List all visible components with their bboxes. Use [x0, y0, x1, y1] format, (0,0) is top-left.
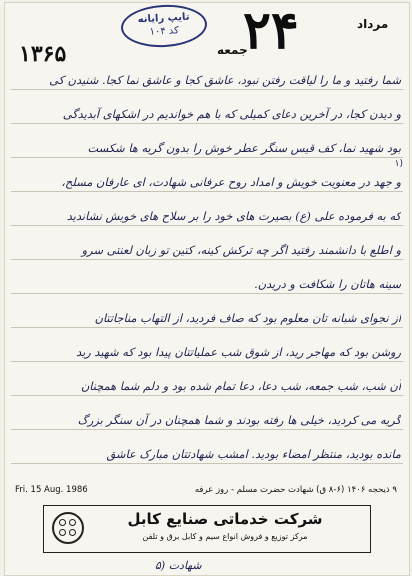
- handwritten-line: شما رفتید و ما را لیاقت رفتن نبود، عاشق کجا و عاشق نما کجا. شنیدن کی: [49, 73, 401, 87]
- ruled-writing-area: [5, 61, 409, 461]
- stamp-line-2: کد ۱۰۴: [149, 25, 180, 38]
- rule-line: [11, 225, 403, 226]
- ad-title: شرکت خدماتی صنایع کابل: [127, 510, 323, 528]
- handwritten-line: که به فرموده علی (ع) بصیرت های خود را بر سلاح های خویش نشاندید: [66, 209, 401, 223]
- notebook-page: [4, 2, 410, 576]
- handwritten-line: روشن بود که مهاجر رید، از شوق شب عملیاتتان پیدا بود که شهید رید: [76, 345, 401, 359]
- advertisement-box: [43, 505, 371, 553]
- handwritten-line: و اطلع با دانشمند رفتید اگر چه ترکش کینه، کتین تو زبان لعنتی سرو: [81, 243, 401, 257]
- handwritten-line: آن شب، شب جمعه، شب دعا، دعا تمام شده بود و دلم شما همچنان: [80, 379, 401, 393]
- rule-line: [11, 123, 403, 124]
- rule-line: [11, 191, 403, 192]
- weekday-label: جمعه: [217, 43, 248, 57]
- rule-line: [11, 429, 403, 430]
- month-label: مرداد: [357, 17, 389, 31]
- rule-line: [11, 463, 403, 464]
- persian-date-note: ۹ ذیحجه ۱۴۰۶ (۶-۸ ق) شهادت حضرت مسلم - روز عرفه: [194, 485, 397, 495]
- rule-line: [11, 293, 403, 294]
- handwritten-line: بود شهید نما، کف قیس سنگر عطر خوش را بدون گریه ها شکست: [87, 141, 401, 155]
- rule-line: [11, 89, 403, 90]
- rule-line: [11, 259, 403, 260]
- handwritten-line: و دیدن کجا، در آخرین دعای کمیلی که با هم خواندیم در اشکهای آبدیدگی: [62, 107, 401, 121]
- handwritten-note: ۵) شهادت: [155, 559, 202, 572]
- date-footer: [11, 485, 403, 499]
- ad-subtitle: مرکز توزیع و فروش انواع سیم و کابل برق و تلفن: [142, 532, 308, 541]
- handwritten-line: گریه می کردید، خیلی ها رفته بودند و شما همچنان در آن سنگر بزرگ: [77, 413, 401, 427]
- english-date: Fri. 15 Aug. 1986: [15, 485, 88, 495]
- day-number: ۲۴: [243, 0, 299, 61]
- rule-line: [11, 327, 403, 328]
- handwritten-line: از نجوای شبانه تان معلوم بود که صاف فردید، از التهاب مناجاتتان: [94, 311, 401, 325]
- rule-line: [11, 361, 403, 362]
- year-label: ۱۳۶۵: [19, 41, 67, 67]
- rule-line: [11, 157, 403, 158]
- handwritten-line: و جهد در معنویت خویش و امداد روح عرفانی شهادت، ای عارفان مسلح،: [61, 175, 401, 189]
- handwritten-line: مانده بودید، منتظر امضاء بودید. امشب شهادتتان مبارک عاشق: [106, 447, 401, 461]
- rubber-stamp: [120, 3, 208, 49]
- rule-line: [11, 395, 403, 396]
- handwritten-line: سینه هاتان را شکافت و دریدن.: [254, 277, 401, 291]
- stamp-line-1: تایپ رایانه: [137, 11, 190, 26]
- line-marker: ۱): [394, 159, 403, 169]
- company-logo-icon: [52, 512, 84, 544]
